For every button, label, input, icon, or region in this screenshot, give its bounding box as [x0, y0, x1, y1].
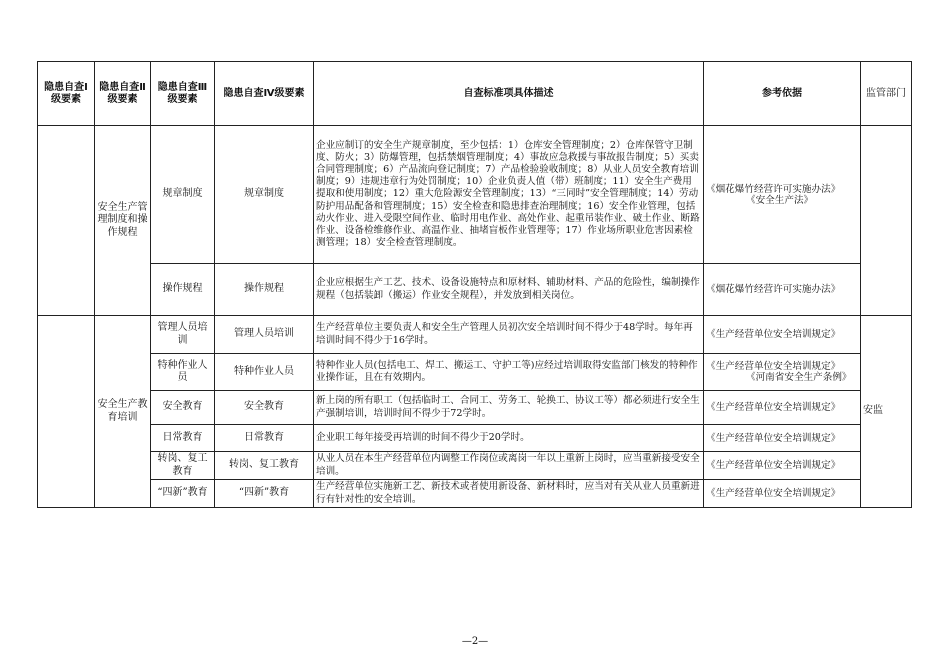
reference-cell — [704, 391, 861, 425]
level4-cell: 规章制度 — [215, 126, 314, 264]
table-row — [38, 264, 912, 316]
table-row — [38, 316, 912, 354]
level4-cell: 管理人员培训 — [215, 316, 314, 354]
description-cell: 从业人员在本生产经营单位内调整工作岗位或离岗一年以上重新上岗时，应当重新接受安全培训。 — [314, 452, 704, 480]
page-number: —2— — [461, 636, 489, 647]
level4-cell: 日常教育 — [215, 425, 314, 452]
description-cell: 新上岗的所有职工（包括临时工、合同工、劳务工、轮换工、协议工等）都必须进行安全生产强制培训，培训时间不得少于72学时。 — [314, 391, 704, 425]
header-level1: 隐患自查Ⅰ级要素 — [38, 62, 95, 126]
header-row — [38, 62, 912, 126]
reference-line: 《生产经营单位安全培训规定》 — [706, 488, 841, 499]
header-description: 自查标准项具体描述 — [314, 62, 704, 126]
header-department: 监管部门 — [861, 62, 912, 126]
hazard-checklist-table — [37, 61, 912, 508]
description-cell: 企业应根据生产工艺、技术、设备设施特点和原材料、辅助材料、产品的危险性，编制操作规程（包括装卸（搬运）作业安全规程），并发放到相关岗位。 — [314, 264, 704, 316]
level3-cell: 操作规程 — [151, 264, 215, 316]
level3-cell: 日常教育 — [151, 425, 215, 452]
reference-line: 《生产经营单位安全培训规定》 — [706, 361, 841, 372]
reference-line: 《生产经营单位安全培训规定》 — [706, 329, 841, 340]
level4-cell: 操作规程 — [215, 264, 314, 316]
level3-cell: 管理人员培训 — [151, 316, 215, 354]
table-row — [38, 452, 912, 480]
reference-line: 《生产经营单位安全培训规定》 — [706, 432, 841, 444]
reference-line: 《河南省安全生产条例》 — [746, 372, 852, 383]
description-cell: 生产经营单位实施新工艺、新技术或者使用新设备、新材料时，应当对有关从业人员重新进行有针对性的安全培训。 — [314, 480, 704, 508]
level4-cell: 转岗、复工教育 — [215, 452, 314, 480]
level4-cell: “四新”教育 — [215, 480, 314, 508]
level3-cell: 安全教育 — [151, 391, 215, 425]
header-level4: 隐患自查Ⅳ级要素 — [215, 62, 314, 126]
header-level3: 隐患自查Ⅲ级要素 — [151, 62, 215, 126]
description-cell: 特种作业人员(包括电工、焊工、搬运工、守护工等)应经过培训取得安监部门核发的特种作业操作证，且在有效期内。 — [314, 354, 704, 391]
department-cell: 安监 — [861, 316, 912, 508]
header-level2: 隐患自查Ⅱ级要素 — [95, 62, 151, 126]
table-row — [38, 480, 912, 508]
level2-cell: 安全生产教育培训 — [95, 316, 151, 508]
table-row — [38, 354, 912, 391]
header-reference: 参考依据 — [704, 62, 861, 126]
description-cell: 企业应制订的安全生产规章制度，至少包括：1）仓库安全管理制度；2）仓库保管守卫制度、防火；3）防爆管理，包括禁烟管理制度；4）事故应急救援与事故报告制度；5）买卖合同管理制度；6）产品流向登记制度；7）产品检验验收制度；8）从业人员安全教育培训制度；9）违规违章行为处罚制度；10）企业负责人值（带）班制度；11）安全生产费用提取和使用制度；12）重大危险源安全管理制度；13）“三同时”安全管理制度；14）劳动防护用品配备和管理制度；15）安全检查和隐患排查治理制度；16）安全作业管理，包括动火作业、进入受限空间作业、临时用电作业、高处作业、起重吊装作业、破土作业、断路作业、设备检维修作业、高温作业、抽堵盲板作业管理等；17）作业场所职业危害因素检测管理；18）安全检查管理制度。 — [314, 126, 704, 264]
reference-line: 《烟花爆竹经营许可实施办法》 — [706, 183, 841, 195]
level3-cell: 转岗、复工教育 — [151, 452, 215, 480]
reference-line: 《安全生产法》 — [746, 194, 814, 206]
level1-cell — [38, 126, 95, 316]
level2-cell: 安全生产管理制度和操作规程 — [95, 126, 151, 316]
table-row — [38, 391, 912, 425]
description-cell: 企业职工每年接受再培训的时间不得少于20学时。 — [314, 425, 704, 452]
level3-cell: 特种作业人员 — [151, 354, 215, 391]
table-row — [38, 425, 912, 452]
department-cell — [861, 126, 912, 316]
reference-line: 《生产经营单位安全培训规定》 — [706, 402, 841, 413]
reference-cell — [704, 425, 861, 452]
level4-cell: 特种作业人员 — [215, 354, 314, 391]
description-cell: 生产经营单位主要负责人和安全生产管理人员初次安全培训时间不得少于48学时。每年再培训时间不得少于16学时。 — [314, 316, 704, 354]
reference-cell — [704, 316, 861, 354]
reference-line: 《生产经营单位安全培训规定》 — [706, 460, 841, 471]
reference-cell — [704, 480, 861, 508]
reference-cell — [704, 354, 861, 391]
level3-cell: “四新”教育 — [151, 480, 215, 508]
reference-cell — [704, 126, 861, 264]
reference-line: 《烟花爆竹经营许可实施办法》 — [706, 284, 841, 295]
level4-cell: 安全教育 — [215, 391, 314, 425]
level1-cell — [38, 316, 95, 508]
table-row — [38, 126, 912, 264]
reference-cell — [704, 452, 861, 480]
level3-cell: 规章制度 — [151, 126, 215, 264]
reference-cell — [704, 264, 861, 316]
